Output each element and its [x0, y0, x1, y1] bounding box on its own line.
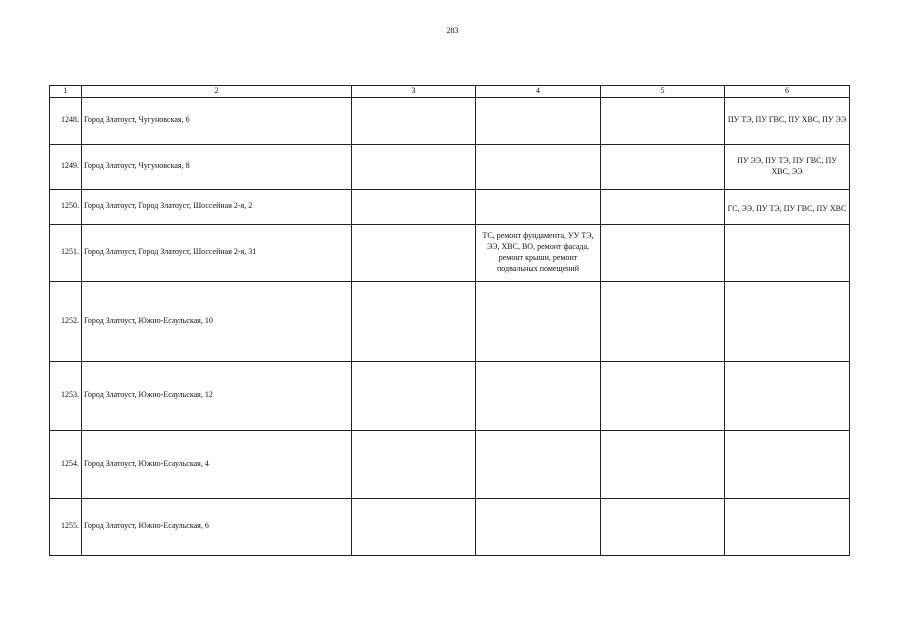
devices-cell	[725, 224, 850, 281]
column-3-cell	[352, 361, 476, 430]
address-cell: Город Златоуст, Южно-Есаульская, 6	[82, 498, 352, 555]
column-header: 3	[352, 86, 476, 98]
page-number: 283	[446, 26, 459, 35]
row-number: 1248.	[50, 97, 82, 144]
column-3-cell	[352, 189, 476, 224]
row-number: 1250.	[50, 189, 82, 224]
table-row	[50, 498, 850, 555]
devices-cell	[725, 281, 850, 361]
devices-cell: ПУ ТЭ, ПУ ГВС, ПУ ХВС, ПУ ЭЭ	[725, 97, 850, 144]
devices-cell	[725, 361, 850, 430]
column-5-cell	[601, 498, 725, 555]
header-row	[50, 86, 850, 98]
works-cell	[476, 189, 601, 224]
column-header: 6	[725, 86, 850, 98]
column-5-cell	[601, 144, 725, 189]
column-3-cell	[352, 144, 476, 189]
column-header: 5	[601, 86, 725, 98]
column-header: 1	[50, 86, 82, 98]
row-number: 1252.	[50, 281, 82, 361]
row-number: 1249.	[50, 144, 82, 189]
column-header: 2	[82, 86, 352, 98]
works-cell	[476, 430, 601, 498]
column-3-cell	[352, 430, 476, 498]
column-header: 4	[476, 86, 601, 98]
column-5-cell	[601, 430, 725, 498]
column-5-cell	[601, 189, 725, 224]
address-cell: Город Златоуст, Чугуновская, 8	[82, 144, 352, 189]
works-cell	[476, 498, 601, 555]
works-cell	[476, 97, 601, 144]
table-row	[50, 281, 850, 361]
column-5-cell	[601, 281, 725, 361]
works-cell	[476, 361, 601, 430]
address-cell: Город Златоуст, Чугуновская, 6	[82, 97, 352, 144]
column-3-cell	[352, 97, 476, 144]
column-3-cell	[352, 281, 476, 361]
row-number: 1254.	[50, 430, 82, 498]
address-cell: Город Златоуст, Южно-Есаульская, 4	[82, 430, 352, 498]
table-row	[50, 361, 850, 430]
column-5-cell	[601, 97, 725, 144]
table-row	[50, 144, 850, 189]
address-cell: Город Златоуст, Южно-Есаульская, 10	[82, 281, 352, 361]
row-number: 1255.	[50, 498, 82, 555]
column-3-cell	[352, 224, 476, 281]
address-cell: Город Златоуст, Южно-Есаульская, 12	[82, 361, 352, 430]
table-row	[50, 224, 850, 281]
row-number: 1251.	[50, 224, 82, 281]
column-5-cell	[601, 224, 725, 281]
devices-cell: ПУ ЭЭ, ПУ ТЭ, ПУ ГВС, ПУ ХВС, ЭЭ	[725, 144, 850, 189]
address-cell: Город Златоуст, Город Златоуст, Шоссейная 2-я, 2	[82, 189, 352, 224]
column-3-cell	[352, 498, 476, 555]
row-number: 1253.	[50, 361, 82, 430]
registry-table	[49, 85, 850, 556]
table-row	[50, 430, 850, 498]
table-row	[50, 189, 850, 224]
devices-cell	[725, 498, 850, 555]
table-row	[50, 97, 850, 144]
column-5-cell	[601, 361, 725, 430]
devices-cell	[725, 430, 850, 498]
address-cell: Город Златоуст, Город Златоуст, Шоссейная 2-я, 31	[82, 224, 352, 281]
works-cell	[476, 144, 601, 189]
works-cell	[476, 281, 601, 361]
works-cell: ТС, ремонт фундамента, УУ ТЭ, ЭЭ, ХВС, ВО, ремонт фасада, ремонт крыши, ремонт подвальных помещений	[476, 224, 601, 281]
devices-cell: ГС, ЭЭ, ПУ ТЭ, ПУ ГВС, ПУ ХВС	[725, 189, 850, 224]
